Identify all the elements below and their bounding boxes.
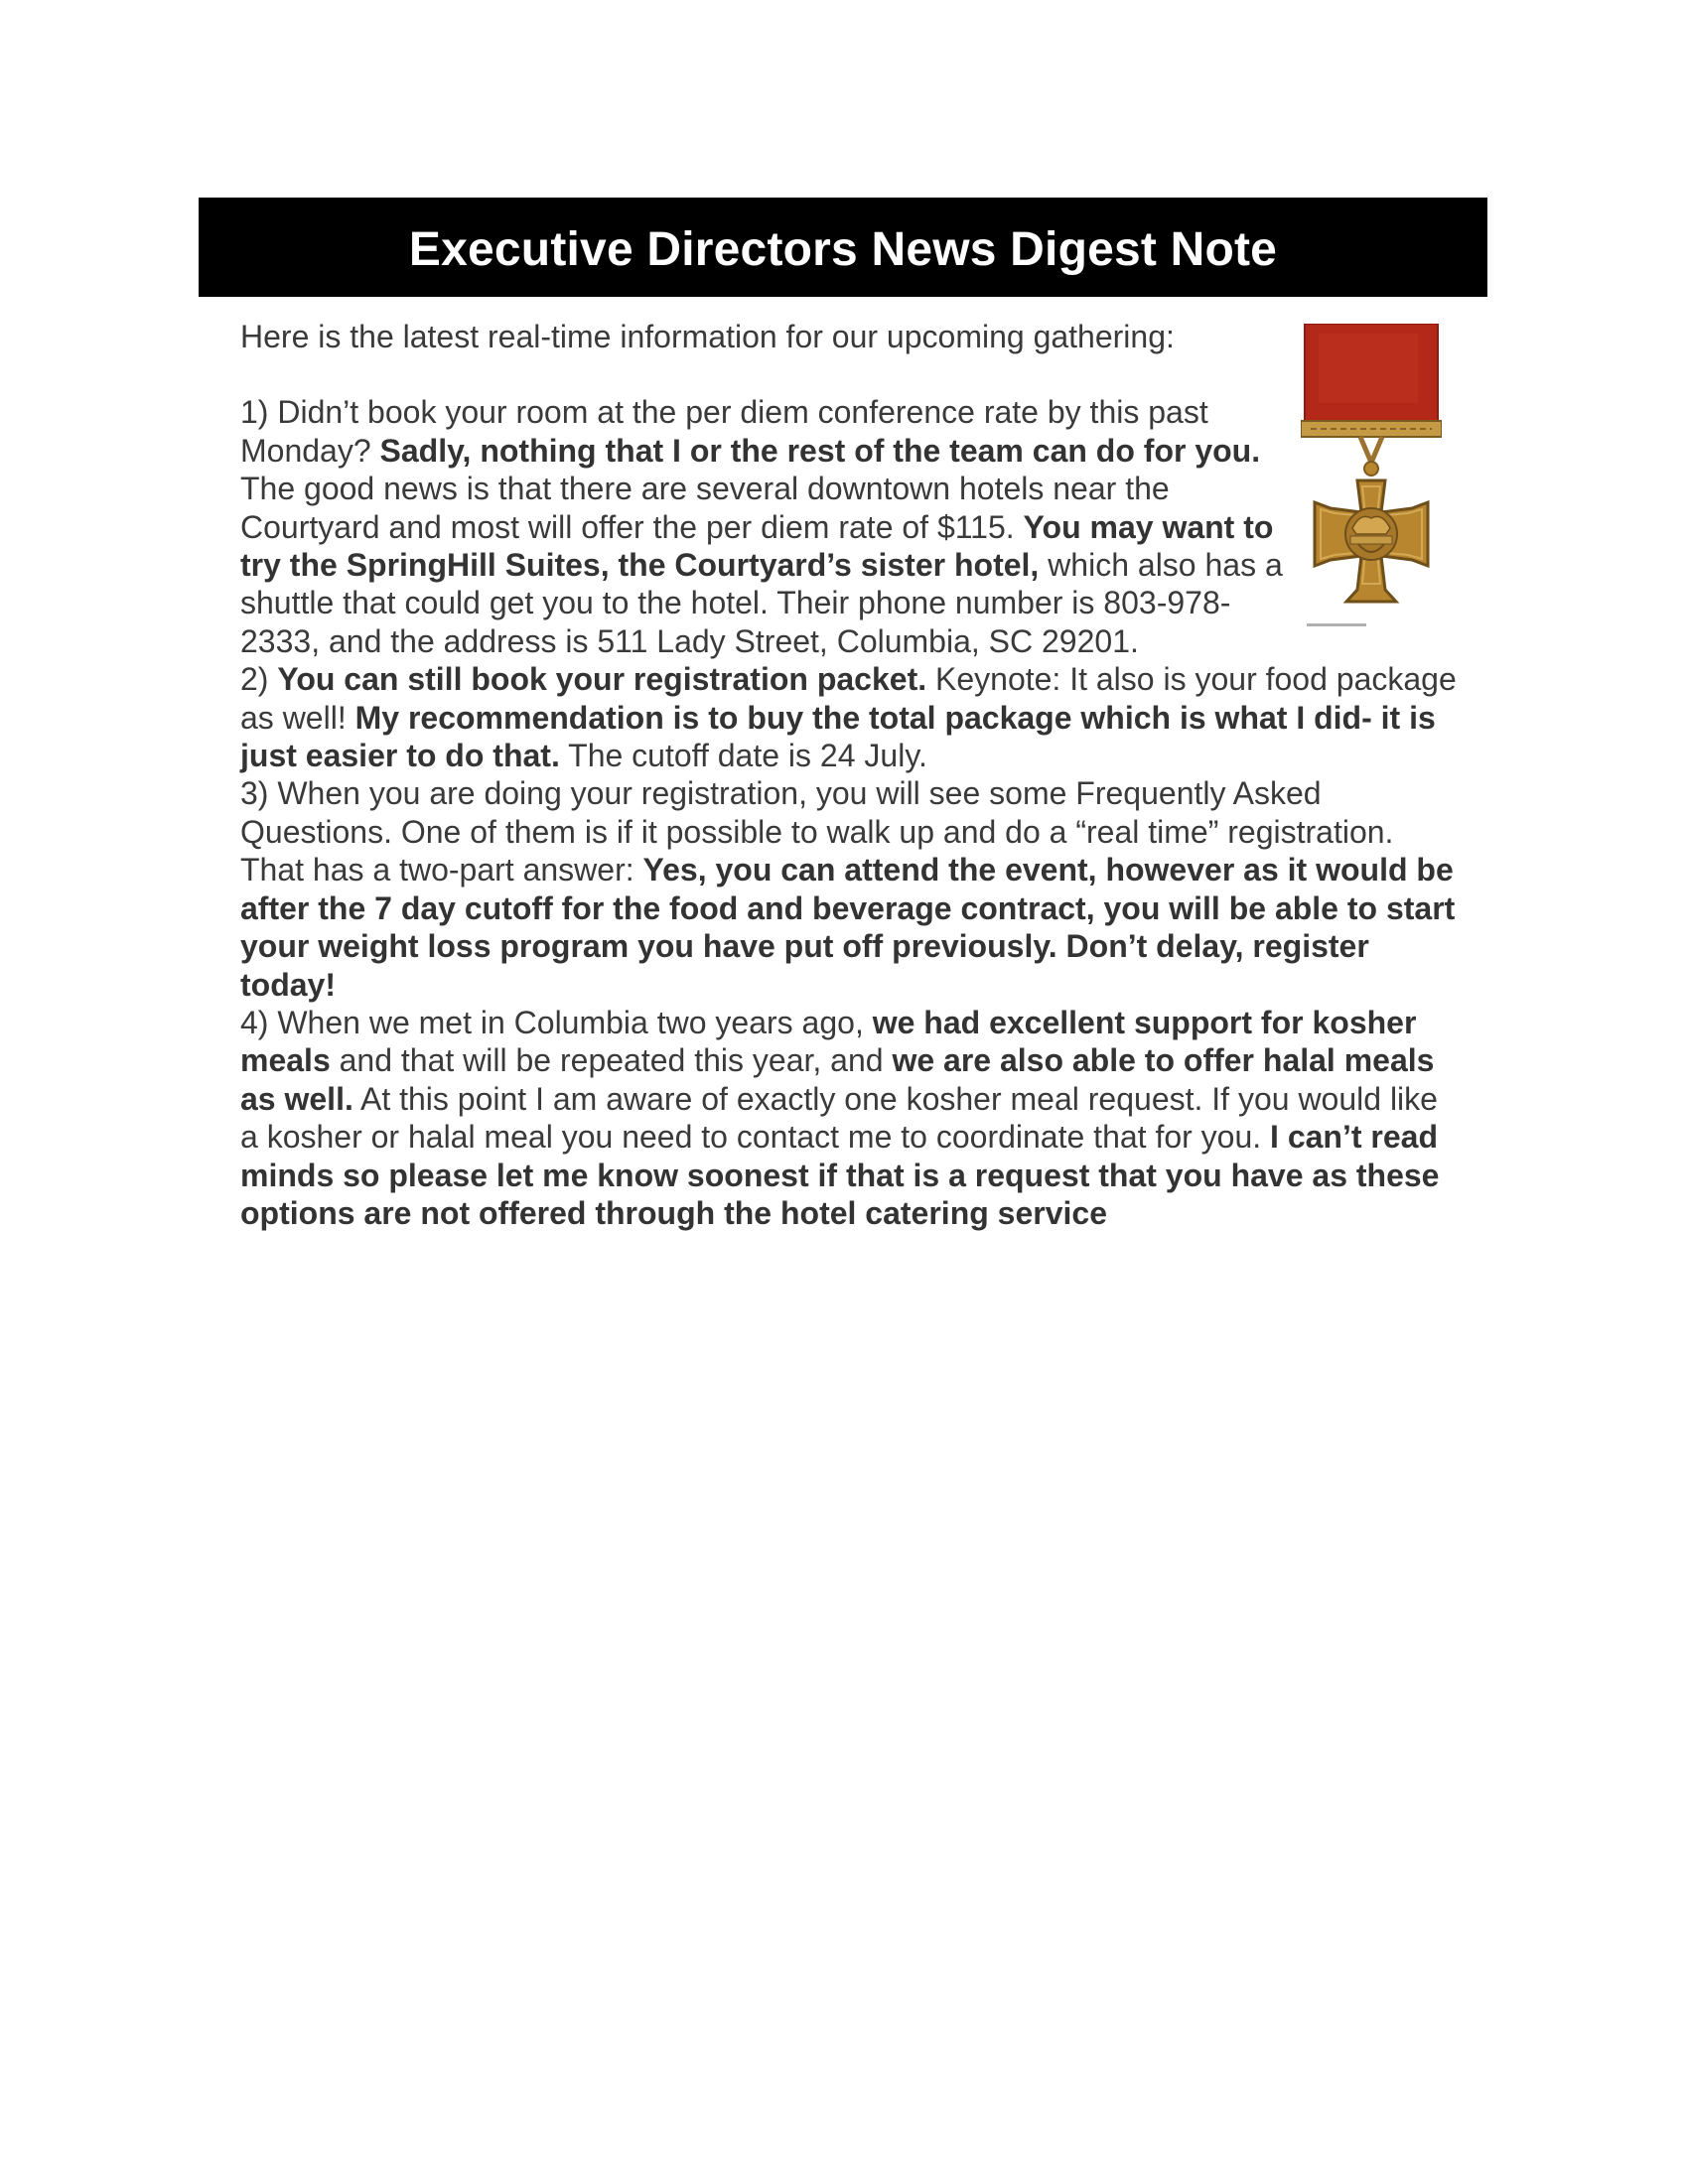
item-2-text: Keynote: It also is your food package as well! (240, 661, 1457, 736)
item-2-text: The cutoff date is 24 July. (559, 738, 927, 774)
intro-text: Here is the latest real-time information for our upcoming gathering: (240, 319, 1175, 354)
item-4-text: 4) When we met in Columbia two years ago, (240, 1004, 873, 1040)
item-4-text: At this point I am aware of exactly one kosher meal request. If you would like a kosher or halal meal you need to contact me to coordinate that for you. (240, 1080, 1438, 1156)
item-2-text: 2) (240, 661, 278, 698)
item-4-bold-text: I can’t read minds so please let me know soonest if that is a request that you have as these options are not offered through the hotel catering service (240, 1119, 1440, 1231)
item-4-bold-text: we are also able to offer halal meals as well. (240, 1042, 1435, 1117)
item-3-text: 3) When you are doing your registration, you will see some Frequently Asked Questions. One of them is if it possible to walk up and do a “real time” registration. That has a two-part answer: (240, 775, 1394, 888)
item-1-text: 1) Didn’t book your room at the per diem conference rate by this past Monday? (240, 394, 1208, 469)
page-title: Executive Directors News Digest Note (408, 222, 1278, 276)
item-4-paragraph (240, 1004, 1462, 1232)
item-1-bold-text: Sadly, nothing that I or the rest of the team can do for you. (379, 432, 1261, 469)
body-text (240, 318, 1462, 1232)
item-1-text: The good news is that there are several downtown hotels near the Courtyard and most will offer the per diem rate of $115. (240, 471, 1170, 545)
title-banner (199, 198, 1487, 297)
item-1-paragraph (240, 393, 1283, 660)
item-3-bold-text: Yes, you can attend the event, however as it would be after the 7 day cutoff for the food and beverage contract, you will be able to start your weight loss program you have put off previously. Don’t delay, register today! (240, 852, 1456, 1003)
intro-paragraph (240, 318, 1462, 355)
item-2-bold-text: My recommendation is to buy the total package which is what I did- it is just easier to do that. (240, 699, 1436, 774)
item-2-bold-text: You can still book your registration packet. (277, 661, 927, 698)
item-4-text: and that will be repeated this year, and (330, 1042, 893, 1079)
item-1-text: which also has a shuttle that could get you to the hotel. Their phone number is 803-978-2333, and the address is 511 Lady Street, Columbia, SC 29201. (240, 547, 1283, 659)
item-4-bold-text: we had excellent support for kosher meals (240, 1004, 1417, 1079)
item-2-paragraph (240, 660, 1462, 774)
item-1-bold-text: You may want to try the SpringHill Suites, the Courtyard’s sister hotel, (240, 508, 1274, 584)
item-3-paragraph (240, 774, 1462, 1003)
